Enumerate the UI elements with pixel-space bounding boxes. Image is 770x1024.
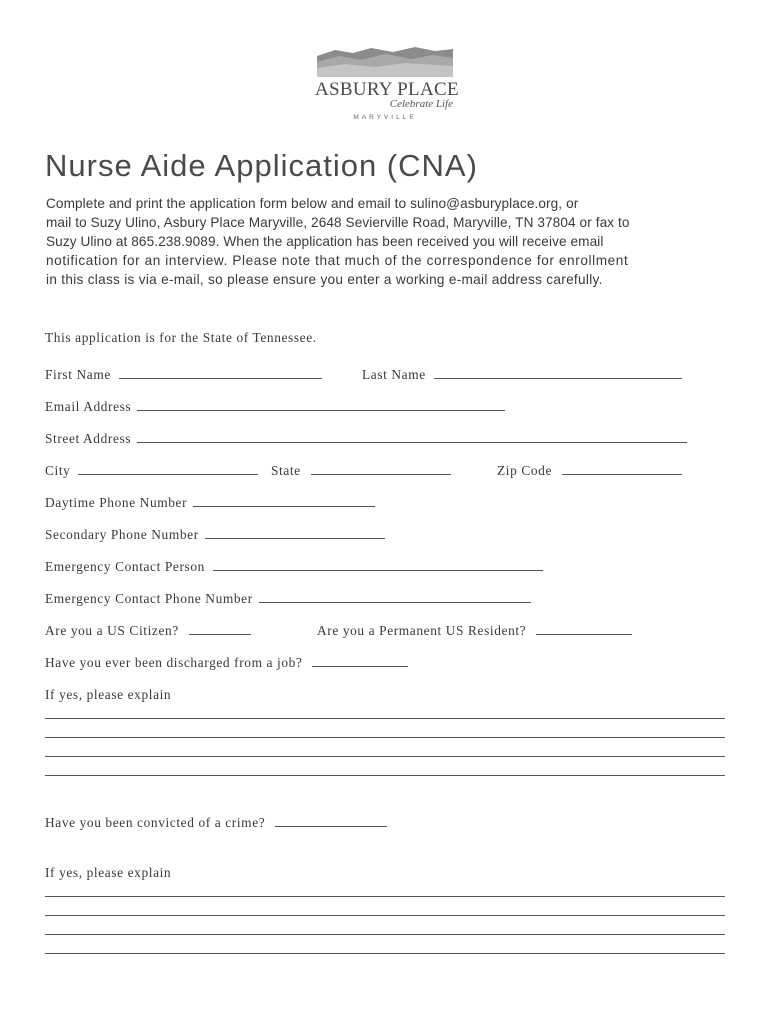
last-name-row <box>362 367 682 383</box>
day-phone-field[interactable] <box>193 495 375 507</box>
explain-1-line-3[interactable] <box>45 756 725 757</box>
first-name-row <box>45 367 322 383</box>
emergency-phone-label: Emergency Contact Phone Number <box>45 591 253 606</box>
emergency-person-field[interactable] <box>213 559 543 571</box>
city-row <box>45 463 258 479</box>
intro-line-2: mail to Suzy Ulino, Asbury Place Maryville, 2648 Sevierville Road, Maryville, TN 37804 or fax to <box>46 215 630 230</box>
city-field[interactable] <box>78 463 258 475</box>
page-title: Nurse Aide Application (CNA) <box>45 148 478 183</box>
day-phone-row <box>45 495 375 511</box>
day-phone-label: Daytime Phone Number <box>45 495 188 510</box>
explain-2-line-4[interactable] <box>45 953 725 954</box>
intro-line-4: notification for an interview. Please note that much of the correspondence for enrollment <box>46 253 629 268</box>
intro-line-3: Suzy Ulino at 865.238.9089. When the application has been received you will receive email <box>46 234 604 249</box>
perm-resident-row <box>317 623 632 639</box>
emergency-person-label: Emergency Contact Person <box>45 559 205 574</box>
first-name-field[interactable] <box>119 367 322 379</box>
convicted-label: Have you been convicted of a crime? <box>45 815 266 830</box>
convicted-field[interactable] <box>275 815 387 827</box>
city-label: City <box>45 463 71 478</box>
second-phone-label: Secondary Phone Number <box>45 527 199 542</box>
street-row <box>45 431 687 447</box>
us-citizen-label: Are you a US Citizen? <box>45 623 179 638</box>
perm-resident-label: Are you a Permanent US Resident? <box>317 623 527 638</box>
discharged-label: Have you ever been discharged from a job? <box>45 655 303 670</box>
state-field[interactable] <box>311 463 451 475</box>
explain-1-label: If yes, please explain <box>45 687 172 702</box>
zip-field[interactable] <box>562 463 682 475</box>
first-name-label: First Name <box>45 367 111 382</box>
discharged-row <box>45 655 408 671</box>
emergency-phone-row <box>45 591 531 607</box>
explain-1-line-2[interactable] <box>45 737 725 738</box>
second-phone-field[interactable] <box>205 527 385 539</box>
email-label: Email Address <box>45 399 132 414</box>
email-row <box>45 399 505 415</box>
intro-line-1: Complete and print the application form below and email to sulino@asburyplace.org, or <box>46 196 579 211</box>
emergency-person-row <box>45 559 543 575</box>
us-citizen-row <box>45 623 251 639</box>
state-note: This application is for the State of Tennessee. <box>45 330 317 345</box>
last-name-field[interactable] <box>434 367 682 379</box>
explain-2-line-1[interactable] <box>45 896 725 897</box>
zip-row <box>497 463 682 479</box>
logo-tagline: Celebrate Life <box>389 98 453 110</box>
state-label: State <box>271 463 301 478</box>
explain-2-label: If yes, please explain <box>45 865 172 880</box>
discharged-field[interactable] <box>312 655 408 667</box>
intro-line-5: in this class is via e-mail, so please ensure you enter a working e-mail address carefully. <box>46 272 603 287</box>
street-label: Street Address <box>45 431 132 446</box>
explain-1-line-4[interactable] <box>45 775 725 776</box>
convicted-row <box>45 815 387 831</box>
explain-2-line-2[interactable] <box>45 915 725 916</box>
us-citizen-field[interactable] <box>189 623 251 635</box>
logo-city: MARYVILLE <box>353 114 417 121</box>
second-phone-row <box>45 527 385 543</box>
street-field[interactable] <box>137 431 687 443</box>
last-name-label: Last Name <box>362 367 426 382</box>
emergency-phone-field[interactable] <box>259 591 531 603</box>
perm-resident-field[interactable] <box>536 623 632 635</box>
explain-2-line-3[interactable] <box>45 934 725 935</box>
state-row <box>271 463 451 479</box>
logo-name: ASBURY PLACE <box>315 79 459 100</box>
explain-1-line-1[interactable] <box>45 718 725 719</box>
email-field[interactable] <box>137 399 505 411</box>
zip-label: Zip Code <box>497 463 553 478</box>
